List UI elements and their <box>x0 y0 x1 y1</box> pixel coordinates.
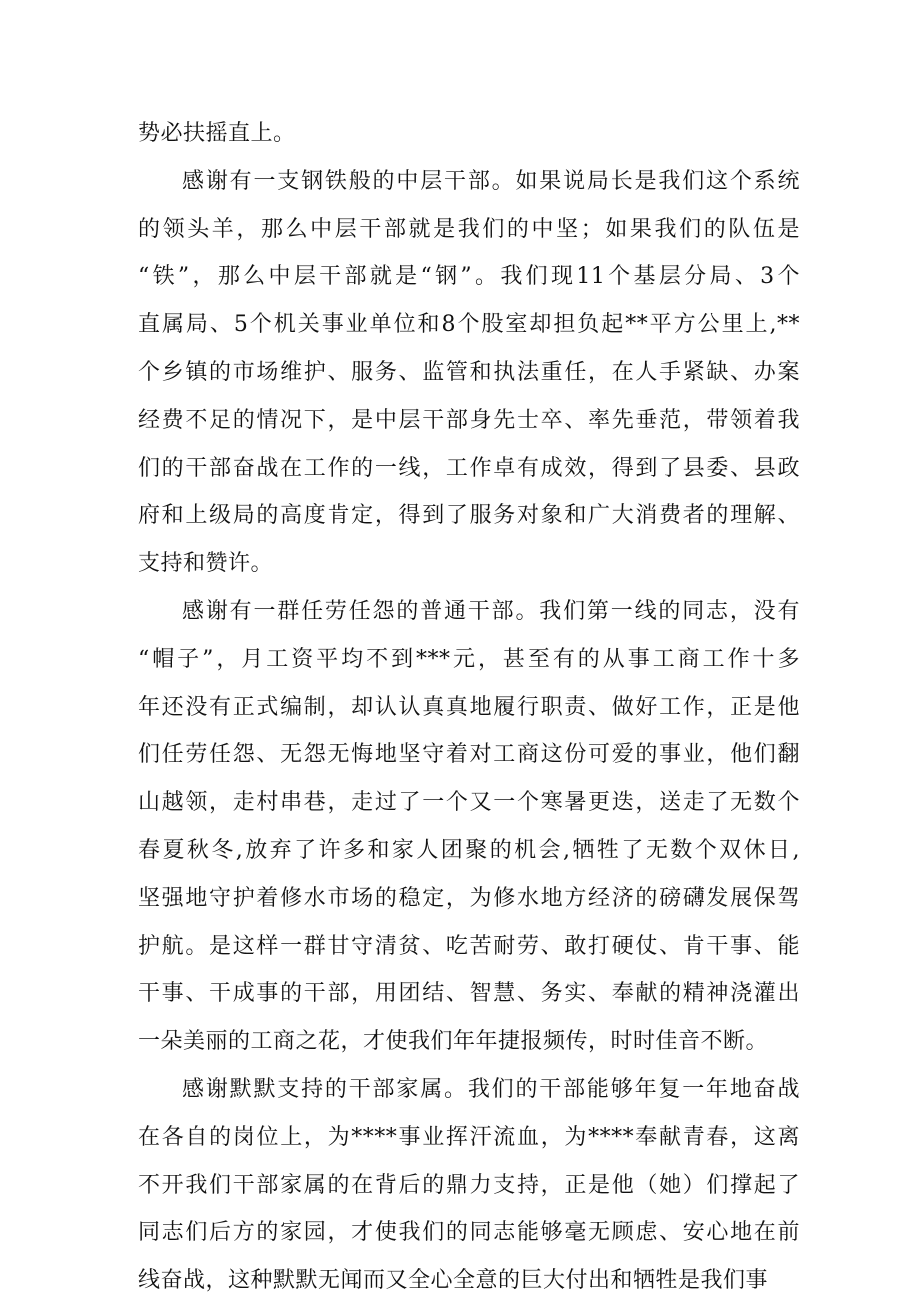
text-line: 感谢有一支钢铁般的中层干部。如果说局长是我们这个系统 <box>182 168 800 194</box>
text-line: 感谢有一群任劳任怨的普通干部。我们第一线的同志，没有 <box>182 598 800 624</box>
text-line: 个乡镇的市场维护、服务、监管和执法重任，在人手紧缺、办案 <box>138 359 800 385</box>
text-line: 线奋战，这种默默无闻而又全心全意的巨大付出和牺牲是我们事 <box>138 1268 769 1294</box>
paragraph <box>138 158 800 588</box>
text-line: 感谢默默支持的干部家属。我们的干部能够年复一年地奋战 <box>182 1076 800 1102</box>
text-line: 府和上级局的高度肯定，得到了服务对象和广大消费者的理解、 <box>138 503 800 529</box>
text-line: “帽子”，月工资平均不到***元，甚至有的从事工商工作十多 <box>138 646 800 672</box>
text-line: 经费不足的情况下，是中层干部身先士卒、率先垂范，带领着我 <box>138 407 800 433</box>
text-line: 护航。是这样一群甘守清贫、吃苦耐劳、敢打硬仗、肯干事、能 <box>138 933 800 959</box>
text-line: 在各自的岗位上，为****事业挥汗流血，为****奉献青春，这离 <box>138 1124 800 1150</box>
text-line: 一朵美丽的工商之花，才使我们年年捷报频传，时时佳音不断。 <box>138 1029 769 1055</box>
text-line: 的领头羊，那么中层干部就是我们的中坚；如果我们的队伍是 <box>138 216 800 242</box>
text-line: 春夏秋冬,放弃了许多和家人团聚的机会,牺牲了无数个双休日, <box>138 837 800 863</box>
text-line: 们任劳任怨、无怨无悔地坚守着对工商这份可爱的事业，他们翻 <box>138 742 800 768</box>
text-line: 支持和赞许。 <box>138 551 274 577</box>
text-line: 坚强地守护着修水市场的稳定，为修水地方经济的磅礴发展保驾 <box>138 885 800 911</box>
text-line: 同志们后方的家园，才使我们的同志能够毫无顾虑、安心地在前 <box>138 1220 800 1246</box>
text-line: 山越领，走村串巷，走过了一个又一个寒暑更迭，送走了无数个 <box>138 790 800 816</box>
text-line: “铁”，那么中层干部就是“钢”。我们现11个基层分局、3个 <box>138 264 800 290</box>
document-body <box>138 110 800 1305</box>
text-line: 直属局、5个机关事业单位和8个股室却担负起**平方公里上,** <box>138 312 800 338</box>
text-line: 们的干部奋战在工作的一线，工作卓有成效，得到了县委、县政 <box>138 455 800 481</box>
paragraph <box>138 1066 800 1305</box>
text-line: 势必扶摇直上。 <box>138 121 296 146</box>
text-line: 干事、干成事的干部，用团结、智慧、务实、奉献的精神浇灌出 <box>138 981 800 1007</box>
text-line: 不开我们干部家属的在背后的鼎力支持，正是他（她）们撑起了 <box>138 1172 800 1198</box>
paragraph <box>138 110 800 158</box>
paragraph <box>138 588 800 1066</box>
text-line: 年还没有正式编制，却认认真真地履行职责、做好工作，正是他 <box>138 694 800 720</box>
